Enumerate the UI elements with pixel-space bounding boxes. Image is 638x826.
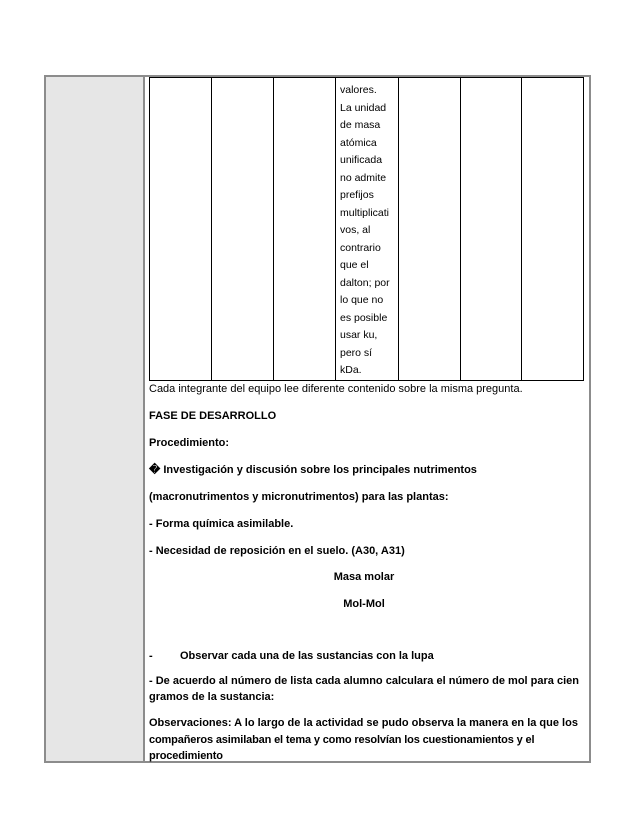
- mol-mol-heading: Mol-Mol: [343, 598, 385, 610]
- cell-line: atómica: [340, 136, 377, 149]
- cell-paragraph: [336, 78, 398, 380]
- step-calculate-line-1: - De acuerdo al número de lista cada alumno calculara el número de mol para cien: [149, 675, 579, 687]
- cell-line: kDa.: [340, 364, 362, 376]
- molar-mass-heading: Masa molar: [333, 571, 395, 583]
- bullet-soil-replacement: - Necesidad de reposición en el suelo. (A30, A31): [149, 545, 405, 557]
- content-column: [145, 77, 589, 761]
- investigation-line-1: � Investigación y discusión sobre los principales nutrimentos: [149, 464, 477, 476]
- cell-line: dalton; por: [340, 276, 390, 289]
- cell-line: unificada: [340, 154, 383, 166]
- step-observe: [149, 648, 579, 664]
- cell-line: prefijos: [340, 189, 374, 201]
- cell-line: pero sí: [340, 346, 373, 359]
- cell-line: La unidad: [340, 101, 387, 114]
- step-calculate-line-2: gramos de la sustancia:: [149, 691, 275, 703]
- table-cell: [399, 78, 461, 381]
- table-cell: [461, 78, 522, 381]
- table-row: [150, 78, 584, 381]
- cell-line: contrario: [340, 241, 381, 254]
- step-observe-text: Observar cada una de las sustancias con la lupa: [180, 650, 434, 662]
- cell-line: de masa: [340, 119, 381, 131]
- cell-line: vos, al: [340, 224, 371, 236]
- cell-line: es posible: [340, 311, 388, 324]
- table-cell: [274, 78, 336, 381]
- investigation-line-2: (macronutrimentos y micronutrimentos) para las plantas:: [149, 491, 449, 503]
- cell-line: lo que no: [340, 294, 384, 306]
- bullet-chemical-form: - Forma química asimilable.: [149, 518, 294, 530]
- dash: -: [149, 650, 153, 662]
- data-table: [149, 77, 584, 381]
- procedure-label: Procedimiento:: [149, 437, 230, 449]
- observations-line-1: Observaciones: A lo largo de la actividad se pudo observa la manera en la que los: [149, 717, 578, 729]
- cell-line: no admite: [340, 171, 387, 184]
- cell-line: valores.: [340, 84, 377, 96]
- left-shaded-column: [46, 77, 145, 761]
- observations-line-2: compañeros asimilaban el tema y como resolvían los cuestionamientos y el procedimiento: [149, 734, 535, 762]
- cell-line: multiplicati: [340, 206, 390, 219]
- table-cell: [150, 78, 212, 381]
- table-cell-text: [336, 78, 399, 381]
- table-cell: [212, 78, 274, 381]
- table-cell: [522, 78, 584, 381]
- outer-table: [44, 75, 591, 763]
- phase-heading: FASE DE DESARROLLO: [149, 410, 277, 422]
- cell-line: usar ku,: [340, 329, 378, 341]
- intro-text: Cada integrante del equipo lee diferente contenido sobre la misma pregunta.: [149, 383, 523, 395]
- cell-line: que el: [340, 259, 369, 271]
